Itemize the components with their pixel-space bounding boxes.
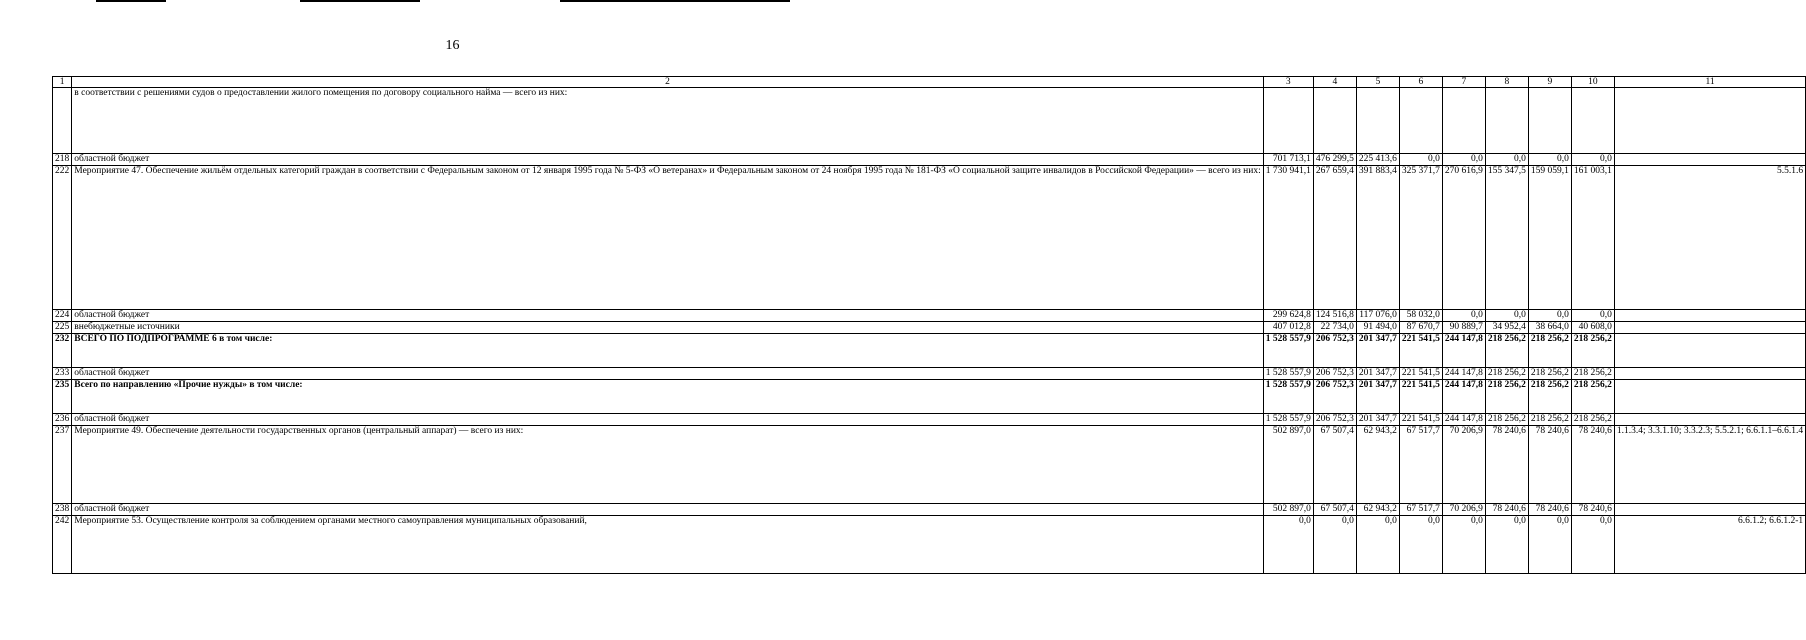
value-cell: 78 240,6	[1571, 504, 1614, 516]
value-cell: 0,0	[1571, 154, 1614, 166]
value-cell: 218 256,2	[1485, 368, 1528, 380]
value-cell: 201 347,7	[1356, 334, 1399, 368]
column-header-5: 5	[1356, 77, 1399, 88]
reference-cell: 1.1.3.4; 3.3.1.10; 3.3.2.3; 5.5.2.1; 6.6.1.1–6.6.1.4	[1614, 426, 1805, 504]
value-cell	[1399, 88, 1442, 154]
description-cell: ВСЕГО ПО ПОДПРОГРАММЕ 6 в том числе:	[72, 334, 1263, 368]
value-cell: 40 608,0	[1571, 322, 1614, 334]
value-cell: 34 952,4	[1485, 322, 1528, 334]
value-cell: 225 413,6	[1356, 154, 1399, 166]
row-number-cell: 235	[53, 380, 72, 414]
value-cell: 218 256,2	[1485, 380, 1528, 414]
description-cell: областной бюджет	[72, 310, 1263, 322]
reference-cell	[1614, 380, 1805, 414]
value-cell: 325 371,7	[1399, 166, 1442, 310]
value-cell: 244 147,8	[1442, 368, 1485, 380]
value-cell: 0,0	[1313, 516, 1356, 574]
reference-cell	[1614, 88, 1805, 154]
value-cell: 1 528 557,9	[1263, 368, 1313, 380]
table-row	[53, 310, 1806, 322]
table-row	[53, 516, 1806, 574]
value-cell: 62 943,2	[1356, 426, 1399, 504]
value-cell: 0,0	[1442, 310, 1485, 322]
value-cell: 244 147,8	[1442, 380, 1485, 414]
reference-cell	[1614, 154, 1805, 166]
value-cell: 218 256,2	[1528, 334, 1571, 368]
value-cell	[1571, 88, 1614, 154]
value-cell: 1 528 557,9	[1263, 380, 1313, 414]
value-cell: 218 256,2	[1571, 414, 1614, 426]
value-cell	[1263, 88, 1313, 154]
value-cell: 67 517,7	[1399, 426, 1442, 504]
value-cell: 78 240,6	[1485, 504, 1528, 516]
value-cell: 206 752,3	[1313, 380, 1356, 414]
value-cell: 0,0	[1399, 516, 1442, 574]
value-cell: 201 347,7	[1356, 380, 1399, 414]
row-number-cell: 232	[53, 334, 72, 368]
value-cell: 70 206,9	[1442, 504, 1485, 516]
value-cell: 117 076,0	[1356, 310, 1399, 322]
value-cell	[1528, 88, 1571, 154]
value-cell: 91 494,0	[1356, 322, 1399, 334]
description-cell: областной бюджет	[72, 368, 1263, 380]
value-cell: 201 347,7	[1356, 368, 1399, 380]
value-cell: 206 752,3	[1313, 334, 1356, 368]
reference-cell	[1614, 368, 1805, 380]
value-cell: 221 541,5	[1399, 368, 1442, 380]
value-cell: 124 516,8	[1313, 310, 1356, 322]
value-cell: 67 507,4	[1313, 504, 1356, 516]
column-header-9: 9	[1528, 77, 1571, 88]
column-header-10: 10	[1571, 77, 1614, 88]
column-header-3: 3	[1263, 77, 1313, 88]
table-row	[53, 166, 1806, 310]
value-cell: 78 240,6	[1485, 426, 1528, 504]
value-cell: 155 347,5	[1485, 166, 1528, 310]
table-row	[53, 504, 1806, 516]
value-cell: 270 616,9	[1442, 166, 1485, 310]
description-cell: областной бюджет	[72, 414, 1263, 426]
value-cell: 218 256,2	[1571, 380, 1614, 414]
value-cell	[1356, 88, 1399, 154]
value-cell: 78 240,6	[1528, 426, 1571, 504]
value-cell: 0,0	[1485, 154, 1528, 166]
value-cell: 218 256,2	[1485, 334, 1528, 368]
value-cell: 206 752,3	[1313, 414, 1356, 426]
description-cell: внебюджетные источники	[72, 322, 1263, 334]
value-cell: 221 541,5	[1399, 414, 1442, 426]
table-row	[53, 88, 1806, 154]
value-cell: 476 299,5	[1313, 154, 1356, 166]
value-cell: 87 670,7	[1399, 322, 1442, 334]
value-cell: 161 003,1	[1571, 166, 1614, 310]
value-cell: 218 256,2	[1528, 368, 1571, 380]
value-cell: 62 943,2	[1356, 504, 1399, 516]
reference-cell	[1614, 414, 1805, 426]
value-cell: 267 659,4	[1313, 166, 1356, 310]
value-cell: 502 897,0	[1263, 504, 1313, 516]
value-cell: 407 012,8	[1263, 322, 1313, 334]
value-cell: 1 528 557,9	[1263, 414, 1313, 426]
table-row	[53, 322, 1806, 334]
value-cell: 206 752,3	[1313, 368, 1356, 380]
row-number-cell: 236	[53, 414, 72, 426]
value-cell: 218 256,2	[1528, 380, 1571, 414]
column-header-1: 1	[53, 77, 72, 88]
reference-cell	[1614, 334, 1805, 368]
description-cell: Мероприятие 47. Обеспечение жильём отдельных категорий граждан в соответствии с Федеральным законом от 12 января 1995 года № 5-ФЗ «О ветеранах» и Федеральным законом от 24 ноября 1995 года № 181-ФЗ «О социальной защите инвалидов в Российской Федерации» — всего из них:	[72, 166, 1263, 310]
table-row	[53, 426, 1806, 504]
value-cell: 201 347,7	[1356, 414, 1399, 426]
value-cell: 78 240,6	[1528, 504, 1571, 516]
description-cell: областной бюджет	[72, 154, 1263, 166]
value-cell: 78 240,6	[1571, 426, 1614, 504]
value-cell: 502 897,0	[1263, 426, 1313, 504]
reference-cell: 6.6.1.2; 6.6.1.2-1	[1614, 516, 1805, 574]
description-cell: в соответствии с решениями судов о предоставлении жилого помещения по договору социального найма — всего из них:	[72, 88, 1263, 154]
value-cell: 0,0	[1485, 516, 1528, 574]
value-cell: 1 730 941,1	[1263, 166, 1313, 310]
value-cell: 221 541,5	[1399, 334, 1442, 368]
value-cell: 701 713,1	[1263, 154, 1313, 166]
value-cell: 0,0	[1485, 310, 1528, 322]
column-header-4: 4	[1313, 77, 1356, 88]
reference-cell	[1614, 322, 1805, 334]
table-row	[53, 414, 1806, 426]
value-cell: 90 889,7	[1442, 322, 1485, 334]
value-cell: 22 734,0	[1313, 322, 1356, 334]
reference-cell: 5.5.1.6	[1614, 166, 1805, 310]
value-cell: 218 256,2	[1528, 414, 1571, 426]
description-cell: Всего по направлению «Прочие нужды» в том числе:	[72, 380, 1263, 414]
value-cell	[1485, 88, 1528, 154]
value-cell: 0,0	[1571, 310, 1614, 322]
row-number-cell: 225	[53, 322, 72, 334]
description-cell: Мероприятие 53. Осуществление контроля за соблюдением органами местного самоуправления муниципальных образований,	[72, 516, 1263, 574]
value-cell	[1442, 88, 1485, 154]
value-cell: 391 883,4	[1356, 166, 1399, 310]
value-cell: 58 032,0	[1399, 310, 1442, 322]
description-cell: областной бюджет	[72, 504, 1263, 516]
table-row	[53, 154, 1806, 166]
description-cell: Мероприятие 49. Обеспечение деятельности государственных органов (центральный аппарат) — всего из них:	[72, 426, 1263, 504]
value-cell: 67 507,4	[1313, 426, 1356, 504]
page-top-edge	[0, 0, 905, 4]
row-number-cell: 218	[53, 154, 72, 166]
value-cell: 0,0	[1528, 154, 1571, 166]
row-number-cell: 242	[53, 516, 72, 574]
value-cell: 221 541,5	[1399, 380, 1442, 414]
value-cell: 244 147,8	[1442, 334, 1485, 368]
row-number-cell: 233	[53, 368, 72, 380]
value-cell: 299 624,8	[1263, 310, 1313, 322]
table-row	[53, 368, 1806, 380]
value-cell: 0,0	[1399, 154, 1442, 166]
value-cell: 218 256,2	[1571, 334, 1614, 368]
value-cell: 244 147,8	[1442, 414, 1485, 426]
value-cell: 0,0	[1528, 310, 1571, 322]
row-number-cell: 237	[53, 426, 72, 504]
value-cell: 0,0	[1263, 516, 1313, 574]
reference-cell	[1614, 504, 1805, 516]
value-cell: 0,0	[1442, 516, 1485, 574]
budget-table	[52, 76, 1806, 574]
value-cell: 67 517,7	[1399, 504, 1442, 516]
reference-cell	[1614, 310, 1805, 322]
value-cell: 1 528 557,9	[1263, 334, 1313, 368]
table-row	[53, 334, 1806, 368]
table-row	[53, 380, 1806, 414]
value-cell: 0,0	[1442, 154, 1485, 166]
column-header-8: 8	[1485, 77, 1528, 88]
value-cell: 70 206,9	[1442, 426, 1485, 504]
row-number-cell	[53, 88, 72, 154]
column-header-2: 2	[72, 77, 1263, 88]
table-body	[53, 77, 1806, 574]
column-header-6: 6	[1399, 77, 1442, 88]
value-cell: 0,0	[1528, 516, 1571, 574]
page-number: 16	[445, 38, 460, 53]
column-header-7: 7	[1442, 77, 1485, 88]
value-cell: 0,0	[1571, 516, 1614, 574]
row-number-cell: 222	[53, 166, 72, 310]
value-cell: 0,0	[1356, 516, 1399, 574]
row-number-cell: 224	[53, 310, 72, 322]
value-cell: 38 664,0	[1528, 322, 1571, 334]
column-number-header	[53, 77, 1806, 88]
row-number-cell: 238	[53, 504, 72, 516]
value-cell: 218 256,2	[1571, 368, 1614, 380]
value-cell: 159 059,1	[1528, 166, 1571, 310]
column-header-11: 11	[1614, 77, 1805, 88]
value-cell	[1313, 88, 1356, 154]
value-cell: 218 256,2	[1485, 414, 1528, 426]
